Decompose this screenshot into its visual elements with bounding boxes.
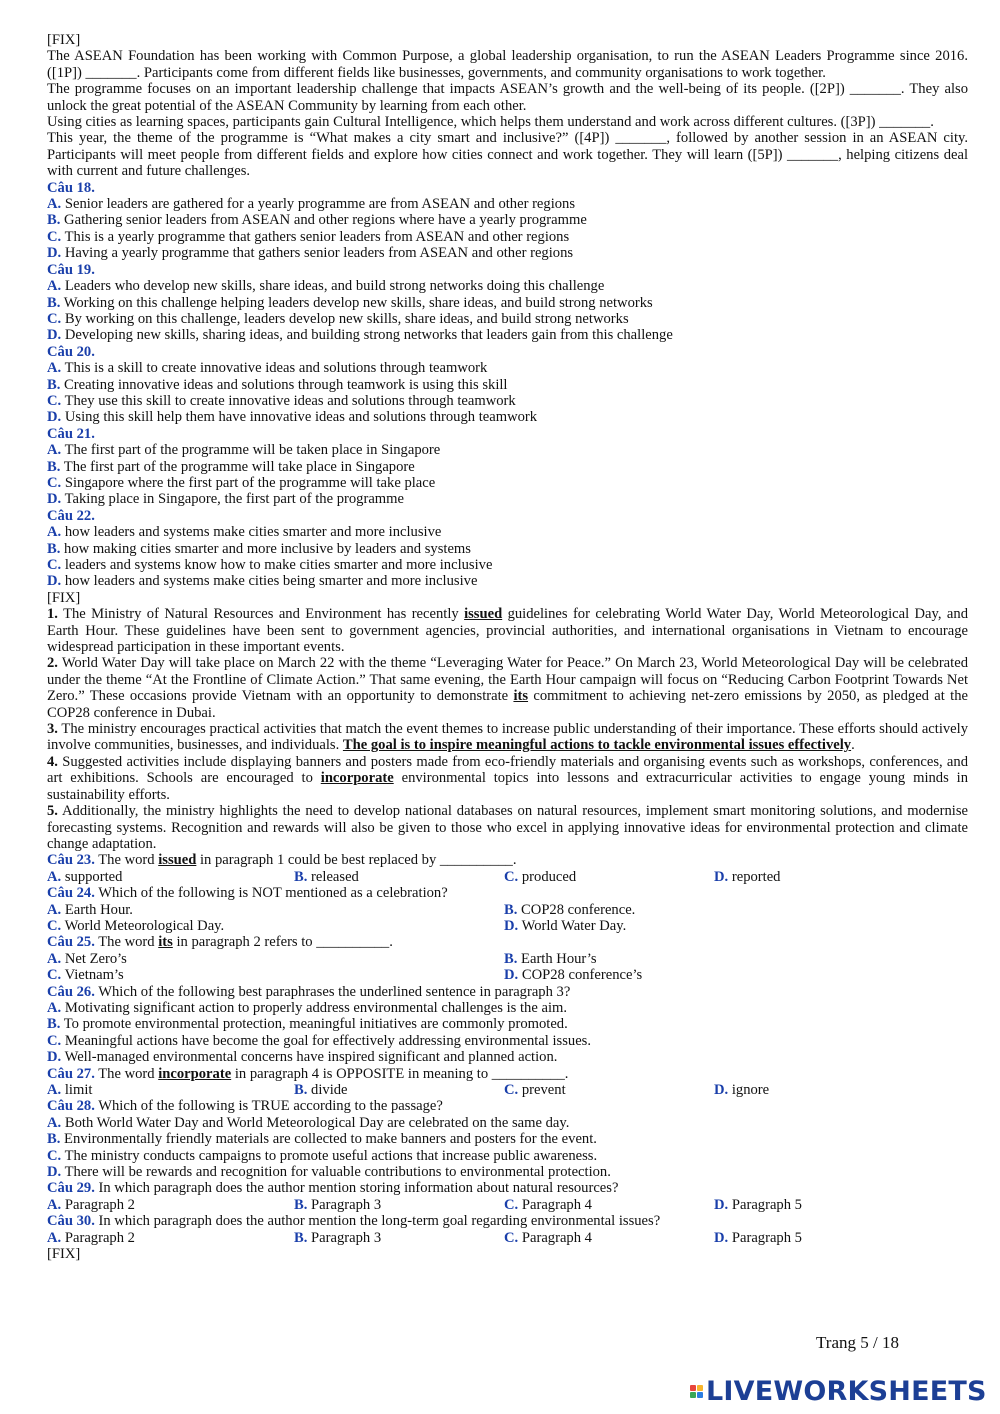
option-text: Paragraph 2 bbox=[64, 1196, 135, 1213]
option-text: Paragraph 3 bbox=[311, 1196, 382, 1213]
answer-option[interactable] bbox=[47, 442, 968, 458]
passage2-paragraph-2 bbox=[47, 655, 968, 721]
option-label: A. bbox=[47, 950, 62, 967]
logo-square bbox=[690, 1392, 696, 1398]
stem-text: The word bbox=[94, 852, 159, 869]
question-number: Câu 25. bbox=[47, 934, 95, 951]
answer-option[interactable] bbox=[47, 196, 968, 212]
option-label: A. bbox=[47, 1114, 62, 1131]
option-text: Leaders who develop new skills, share ideas, and build strong networks doing this challenge bbox=[64, 278, 605, 295]
answer-option[interactable] bbox=[47, 245, 968, 261]
underlined-word: its bbox=[158, 934, 173, 951]
answer-option[interactable] bbox=[504, 902, 904, 918]
question-number: Câu 20. bbox=[47, 343, 95, 360]
answer-option[interactable] bbox=[47, 377, 968, 393]
answer-option[interactable] bbox=[714, 869, 924, 885]
option-label: A. bbox=[47, 524, 62, 541]
passage1-paragraph: The ASEAN Foundation has been working with Common Purpose, a global leadership organisation, to run the ASEAN Leaders Programme since 2016. ([1P]) _______. Participants come from different fields like businesses, governments, and community organisations to work together. bbox=[47, 48, 968, 81]
stem-text: The word bbox=[94, 934, 159, 951]
question-stem bbox=[47, 1066, 968, 1082]
option-label: B. bbox=[47, 1131, 61, 1148]
logo-square bbox=[697, 1392, 703, 1398]
option-text: Paragraph 2 bbox=[64, 1229, 135, 1246]
option-label: A. bbox=[47, 1229, 62, 1246]
answer-option[interactable] bbox=[294, 1082, 504, 1098]
option-text: World Water Day. bbox=[521, 917, 627, 934]
option-text: Taking place in Singapore, the first part of the programme bbox=[64, 491, 404, 508]
answer-option[interactable] bbox=[47, 1230, 294, 1246]
question-number: Câu 23. bbox=[47, 852, 95, 869]
logo-mark-icon bbox=[690, 1385, 703, 1398]
option-label: C. bbox=[504, 1196, 519, 1213]
answer-option[interactable] bbox=[504, 918, 904, 934]
option-text: They use this skill to create innovative ideas and solutions through teamwork bbox=[64, 392, 516, 409]
question-number: Câu 27. bbox=[47, 1065, 95, 1082]
option-label: D. bbox=[714, 1229, 729, 1246]
option-label: B. bbox=[47, 458, 61, 475]
fix-marker: [FIX] bbox=[47, 589, 81, 606]
option-text: Senior leaders are gathered for a yearly programme are from ASEAN and other regions bbox=[64, 196, 576, 213]
passage2-paragraph-3 bbox=[47, 721, 968, 754]
passage1-paragraph: The programme focuses on an important leadership challenge that impacts ASEAN’s growth and the well-being of its people. ([2P]) _______. They also unlock the great potential of the ASEAN Community by learning from each other. bbox=[47, 81, 968, 114]
answer-option[interactable] bbox=[47, 1197, 294, 1213]
option-label: B. bbox=[504, 950, 518, 967]
option-label: A. bbox=[47, 360, 62, 377]
answer-option[interactable] bbox=[47, 1049, 968, 1065]
option-text: limit bbox=[64, 1082, 93, 1098]
option-text: produced bbox=[521, 868, 577, 885]
answer-option[interactable] bbox=[47, 1148, 968, 1164]
option-text: Using this skill help them have innovative ideas and solutions through teamwork bbox=[64, 409, 538, 426]
option-text: This is a skill to create innovative ideas and solutions through teamwork bbox=[64, 360, 488, 377]
option-label: D. bbox=[504, 917, 519, 934]
answer-option[interactable] bbox=[47, 327, 968, 343]
option-text: leaders and systems know how to make cities smarter and more inclusive bbox=[64, 557, 493, 573]
answer-option[interactable] bbox=[47, 1016, 968, 1032]
option-label: D. bbox=[714, 1196, 729, 1213]
option-label: D. bbox=[714, 868, 729, 885]
answer-option[interactable] bbox=[47, 229, 968, 245]
option-label: A. bbox=[47, 278, 62, 295]
option-text: By working on this challenge, leaders develop new skills, share ideas, and build strong networks bbox=[64, 310, 629, 327]
option-label: B. bbox=[47, 212, 61, 229]
question-stem bbox=[47, 934, 968, 950]
option-text: The first part of the programme will take place in Singapore bbox=[63, 458, 415, 475]
fix-marker: [FIX] bbox=[47, 1246, 81, 1263]
option-label: B. bbox=[504, 901, 518, 918]
option-text: World Meteorological Day. bbox=[64, 917, 225, 934]
stem-text: in paragraph 1 could be best replaced by __________. bbox=[196, 852, 517, 869]
option-label: B. bbox=[47, 294, 61, 311]
answer-option[interactable] bbox=[47, 1033, 968, 1049]
option-text: To promote environmental protection, meaningful initiatives are commonly promoted. bbox=[63, 1016, 568, 1033]
logo-text: LIVEWORKSHEETS bbox=[706, 1376, 987, 1407]
option-label: C. bbox=[47, 1032, 62, 1049]
underlined-word: issued bbox=[158, 852, 197, 869]
option-label: D. bbox=[47, 1049, 62, 1066]
answer-option[interactable] bbox=[504, 869, 714, 885]
option-label: C. bbox=[47, 557, 62, 573]
answer-option[interactable] bbox=[714, 1230, 924, 1246]
liveworksheets-logo[interactable] bbox=[690, 1376, 987, 1407]
option-text: Well-managed environmental concerns have inspired significant and planned action. bbox=[64, 1049, 558, 1066]
paragraph-number: 4. bbox=[47, 753, 58, 770]
answer-option[interactable] bbox=[47, 1164, 968, 1180]
worksheet-page bbox=[47, 32, 968, 1262]
option-label: C. bbox=[47, 917, 62, 934]
answer-option[interactable] bbox=[714, 1082, 924, 1098]
option-text: Gathering senior leaders from ASEAN and other regions where have a yearly programme bbox=[64, 212, 587, 229]
answer-option[interactable] bbox=[714, 1197, 924, 1213]
option-text: Motivating significant action to properly address environmental challenges is the aim. bbox=[64, 999, 567, 1016]
answer-option[interactable] bbox=[47, 902, 504, 918]
option-text: Paragraph 4 bbox=[521, 1196, 592, 1213]
paragraph-text: . bbox=[851, 737, 855, 754]
options-row bbox=[47, 1082, 968, 1098]
fix-marker: [FIX] bbox=[47, 32, 81, 48]
option-text: ignore bbox=[731, 1082, 770, 1098]
option-text: Net Zero’s bbox=[64, 950, 127, 967]
paragraph-number: 5. bbox=[47, 803, 58, 820]
answer-option[interactable] bbox=[47, 573, 968, 589]
stem-text: in paragraph 4 is OPPOSITE in meaning to __________. bbox=[231, 1065, 569, 1082]
option-text: Vietnam’s bbox=[64, 967, 124, 984]
answer-option[interactable] bbox=[504, 1197, 714, 1213]
options-row bbox=[47, 902, 968, 918]
stem-text: In which paragraph does the author mention the long-term goal regarding environmental issues? bbox=[94, 1213, 661, 1230]
options-row bbox=[47, 951, 968, 967]
answer-option[interactable] bbox=[47, 1082, 294, 1098]
answer-option[interactable] bbox=[47, 918, 504, 934]
option-text: Developing new skills, sharing ideas, and building strong networks that leaders gain from this challenge bbox=[64, 327, 673, 344]
paragraph-text: The Ministry of Natural Resources and Environment has recently bbox=[63, 606, 465, 623]
answer-option[interactable] bbox=[47, 311, 968, 327]
option-label: A. bbox=[47, 442, 62, 459]
question-stem bbox=[47, 1098, 968, 1114]
option-label: D. bbox=[47, 327, 62, 344]
underlined-word: incorporate bbox=[320, 770, 394, 787]
option-text: divide bbox=[311, 1082, 348, 1098]
option-label: C. bbox=[47, 228, 62, 245]
question-stem bbox=[47, 1180, 968, 1196]
answer-option[interactable] bbox=[47, 360, 968, 376]
question-number: Câu 21. bbox=[47, 425, 95, 442]
option-label: B. bbox=[294, 1196, 308, 1213]
passage2-paragraph-5 bbox=[47, 803, 968, 852]
option-text: COP28 conference. bbox=[521, 901, 636, 918]
option-text: how making cities smarter and more inclusive by leaders and systems bbox=[64, 540, 471, 557]
option-text: The first part of the programme will be taken place in Singapore bbox=[64, 442, 441, 459]
option-text: There will be rewards and recognition for valuable contributions to environmental protection. bbox=[64, 1164, 611, 1181]
paragraph-text: guidelines for celebrating World Water Day, World Meteorological Day, and Earth Hour. These guidelines have been sent to government agencies, provincial authorities, and international organisations in Vietnam to encourage widespread participation in these important events. bbox=[47, 606, 968, 656]
passage2-paragraph-4 bbox=[47, 754, 968, 803]
paragraph-text: World Water Day will take place on March 22 with the theme “Leveraging Water for Peace.” On March 23, World Meteorological Day will be celebrated under the theme “At the Frontline of Climate Action.” That same evening, the Earth Hour campaign will focus on “Reducing Carbon Footprint Towards Net Zero.” These occasions provide Vietnam with an opportunity to demonstrate bbox=[47, 655, 968, 705]
option-label: D. bbox=[714, 1082, 729, 1098]
option-label: B. bbox=[47, 540, 61, 557]
answer-option[interactable] bbox=[47, 295, 968, 311]
option-text: This is a yearly programme that gathers senior leaders from ASEAN and other regions bbox=[64, 228, 570, 245]
answer-option[interactable] bbox=[47, 967, 504, 983]
option-label: C. bbox=[47, 392, 62, 409]
option-label: B. bbox=[47, 1016, 61, 1033]
question-number: Câu 28. bbox=[47, 1098, 95, 1115]
option-label: B. bbox=[294, 1082, 308, 1098]
option-text: Environmentally friendly materials are collected to make banners and posters for the event. bbox=[64, 1131, 597, 1148]
option-text: Meaningful actions have become the goal for effectively addressing environmental issues. bbox=[64, 1032, 592, 1049]
answer-option[interactable] bbox=[47, 459, 968, 475]
question-stem bbox=[47, 852, 968, 868]
answer-option[interactable] bbox=[47, 869, 294, 885]
passage2-paragraph-1 bbox=[47, 606, 968, 655]
underlined-word: issued bbox=[464, 606, 503, 623]
answer-option[interactable] bbox=[47, 951, 504, 967]
paragraph-text: The ministry encourages practical activities that match the event themes to increase public understanding of their importance. These efforts should actively involve communities, businesses, and individuals. bbox=[47, 721, 969, 754]
underlined-word: its bbox=[513, 688, 529, 705]
stem-text: in paragraph 2 refers to __________. bbox=[172, 934, 393, 951]
option-label: D. bbox=[47, 1164, 62, 1181]
answer-option[interactable] bbox=[294, 1197, 504, 1213]
answer-option[interactable] bbox=[47, 1000, 968, 1016]
question-number: Câu 24. bbox=[47, 885, 95, 902]
question-number: Câu 18. bbox=[47, 179, 95, 196]
answer-option[interactable] bbox=[47, 393, 968, 409]
option-text: prevent bbox=[521, 1082, 566, 1098]
option-label: A. bbox=[47, 196, 62, 213]
option-label: D. bbox=[47, 573, 62, 590]
stem-text: Which of the following is TRUE according to the passage? bbox=[94, 1098, 443, 1115]
underlined-word: incorporate bbox=[158, 1065, 232, 1082]
option-label: A. bbox=[47, 999, 62, 1016]
answer-option[interactable] bbox=[504, 967, 904, 983]
option-label: B. bbox=[294, 868, 308, 885]
answer-option[interactable] bbox=[47, 1131, 968, 1147]
answer-option[interactable] bbox=[47, 541, 968, 557]
paragraph-text: environmental topics into lessons and extracurricular activities to engage young minds in sustainability efforts. bbox=[47, 770, 968, 803]
question-stem bbox=[47, 885, 968, 901]
answer-option[interactable] bbox=[47, 524, 968, 540]
option-text: released bbox=[311, 868, 359, 885]
option-label: B. bbox=[294, 1229, 308, 1246]
option-text: Earth Hour. bbox=[64, 901, 133, 918]
question-number: Câu 29. bbox=[47, 1180, 95, 1197]
option-label: A. bbox=[47, 1196, 62, 1213]
option-text: supported bbox=[64, 868, 123, 885]
answer-option[interactable] bbox=[504, 1230, 714, 1246]
stem-text: Which of the following is NOT mentioned as a celebration? bbox=[94, 885, 448, 902]
answer-option[interactable] bbox=[504, 1082, 714, 1098]
answer-option[interactable] bbox=[294, 869, 504, 885]
option-label: D. bbox=[47, 409, 62, 426]
logo-square bbox=[690, 1385, 696, 1391]
question-number: Câu 22. bbox=[47, 507, 95, 524]
answer-option[interactable] bbox=[47, 557, 968, 573]
answer-option[interactable] bbox=[294, 1230, 504, 1246]
page-number: Trang 5 / 18 bbox=[816, 1333, 899, 1352]
question-stem bbox=[47, 1213, 968, 1229]
passage1-paragraph: Using cities as learning spaces, participants gain Cultural Intelligence, which helps them understand and work across different cultures. ([3P]) _______. bbox=[47, 114, 934, 131]
option-label: A. bbox=[47, 901, 62, 918]
question-stem bbox=[47, 984, 968, 1000]
answer-option[interactable] bbox=[47, 1115, 968, 1131]
stem-text: In which paragraph does the author mention storing information about natural resources? bbox=[94, 1180, 619, 1197]
option-text: COP28 conference’s bbox=[521, 967, 643, 984]
option-label: C. bbox=[504, 1229, 519, 1246]
answer-option[interactable] bbox=[47, 491, 968, 507]
option-label: C. bbox=[47, 310, 62, 327]
option-label: B. bbox=[47, 376, 61, 393]
paragraph-number: 1. bbox=[47, 606, 58, 623]
option-text: Earth Hour’s bbox=[521, 950, 597, 967]
option-text: Paragraph 5 bbox=[731, 1229, 802, 1246]
option-text: reported bbox=[731, 868, 781, 885]
options-row bbox=[47, 869, 968, 885]
answer-option[interactable] bbox=[47, 278, 968, 294]
option-text: how leaders and systems make cities smarter and more inclusive bbox=[64, 524, 442, 541]
question-number: Câu 30. bbox=[47, 1213, 95, 1230]
option-text: Paragraph 5 bbox=[731, 1196, 802, 1213]
option-label: C. bbox=[504, 868, 519, 885]
passage1-paragraph: This year, the theme of the programme is “What makes a city smart and inclusive?” ([4P]) _______, followed by another session in an ASEAN city. Participants will meet people from different fields and explore how cities connect and work together. They will learn ([5P]) _______, helping citizens deal with current and future challenges. bbox=[47, 130, 968, 180]
paragraph-number: 2. bbox=[47, 655, 58, 672]
option-text: how leaders and systems make cities being smarter and more inclusive bbox=[64, 573, 478, 590]
option-text: The ministry conducts campaigns to promote useful actions that increase public awareness. bbox=[64, 1147, 598, 1164]
question-number: Câu 19. bbox=[47, 261, 95, 278]
underlined-sentence: The goal is to inspire meaningful actions to tackle environmental issues effectively bbox=[342, 737, 852, 754]
option-text: Working on this challenge helping leaders develop new skills, share ideas, and build strong networks bbox=[63, 294, 653, 311]
paragraph-text: Additionally, the ministry highlights the need to develop national databases on natural resources, implement smart monitoring solutions, and modernise forecasting systems. Recognition and rewards will also be given to those who excel in applying innovative ideas for environmental protection and climate change adaptation. bbox=[47, 803, 968, 852]
option-text: Paragraph 4 bbox=[521, 1229, 592, 1246]
option-label: D. bbox=[47, 245, 62, 262]
option-text: Creating innovative ideas and solutions through teamwork is using this skill bbox=[64, 376, 508, 393]
option-label: A. bbox=[47, 1082, 62, 1098]
option-label: D. bbox=[47, 491, 62, 508]
answer-option[interactable] bbox=[47, 475, 968, 491]
option-label: C. bbox=[47, 474, 62, 491]
answer-option[interactable] bbox=[47, 409, 968, 425]
question-number: Câu 26. bbox=[47, 983, 95, 1000]
options-row bbox=[47, 967, 968, 983]
option-label: D. bbox=[504, 967, 519, 984]
options-row bbox=[47, 1230, 968, 1246]
option-text: Having a yearly programme that gathers senior leaders from ASEAN and other regions bbox=[64, 245, 574, 262]
option-label: C. bbox=[47, 967, 62, 984]
options-row bbox=[47, 1197, 968, 1213]
answer-option[interactable] bbox=[504, 951, 904, 967]
option-text: Singapore where the first part of the programme will take place bbox=[64, 474, 436, 491]
paragraph-text: Suggested activities include displaying banners and posters made from eco-friendly materials and organising events such as workshops, conferences, and art exhibitions. Schools are encouraged to bbox=[47, 753, 968, 787]
paragraph-text: commitment to achieving net-zero emissions by 2050, as pledged at the COP28 conference in Dubai. bbox=[47, 688, 968, 721]
paragraph-number: 3. bbox=[47, 721, 58, 738]
logo-square bbox=[697, 1385, 703, 1391]
option-label: C. bbox=[47, 1147, 62, 1164]
option-label: C. bbox=[504, 1082, 519, 1098]
stem-text: Which of the following best paraphrases the underlined sentence in paragraph 3? bbox=[94, 983, 571, 1000]
stem-text: The word bbox=[94, 1065, 159, 1082]
answer-option[interactable] bbox=[47, 212, 968, 228]
options-row bbox=[47, 918, 968, 934]
option-text: Paragraph 3 bbox=[311, 1229, 382, 1246]
option-text: Both World Water Day and World Meteorological Day are celebrated on the same day. bbox=[64, 1114, 570, 1131]
option-label: A. bbox=[47, 868, 62, 885]
